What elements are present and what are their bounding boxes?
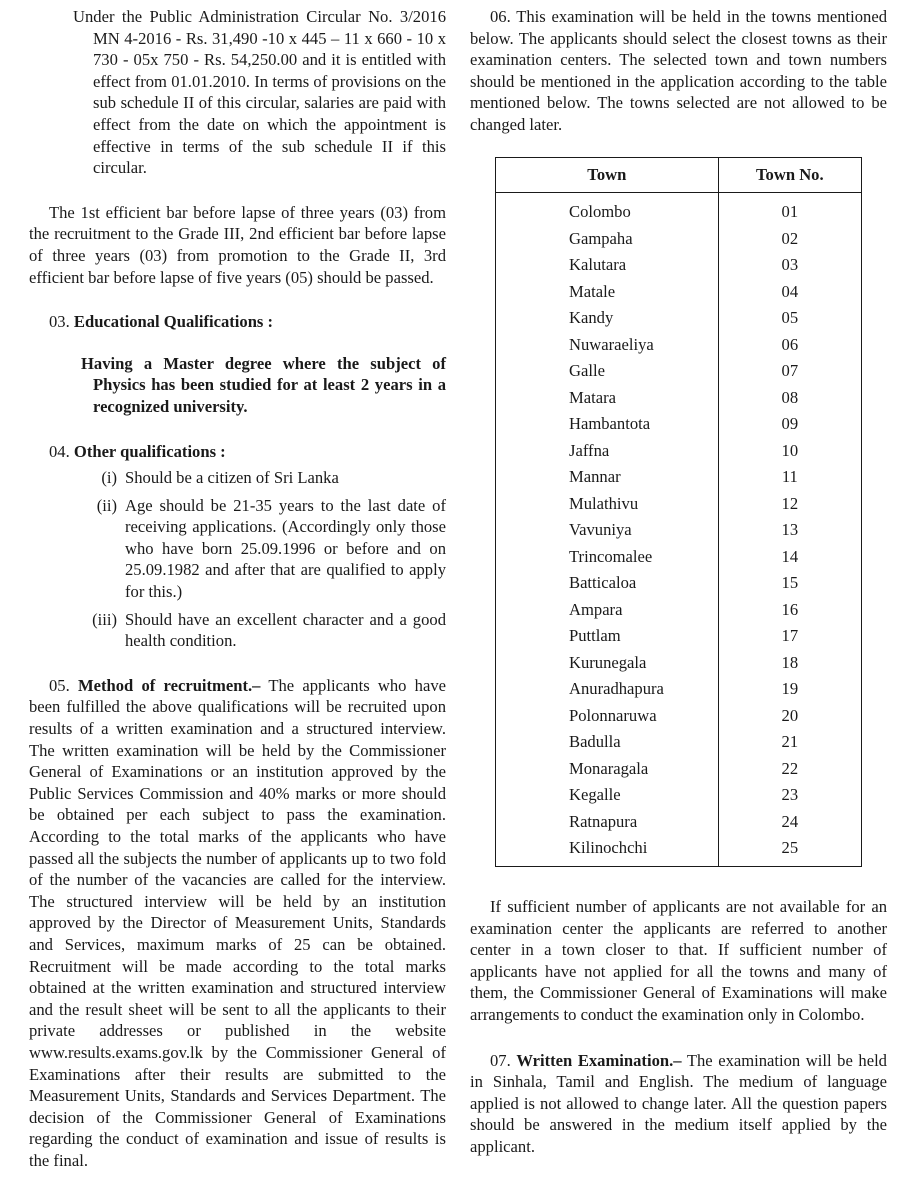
table-row <box>496 676 862 703</box>
town-name-cell: Badulla <box>496 729 719 756</box>
table-row <box>496 491 862 518</box>
table-row <box>496 650 862 677</box>
table-row <box>496 358 862 385</box>
town-name-cell: Puttlam <box>496 623 719 650</box>
table-row <box>496 597 862 624</box>
town-number-cell: 09 <box>718 411 861 438</box>
section-title: Other qualifications : <box>73 441 226 461</box>
town-name-cell: Batticaloa <box>496 570 719 597</box>
town-name-cell: Kandy <box>496 305 719 332</box>
town-number-cell: 12 <box>718 491 861 518</box>
town-name-cell: Monaragala <box>496 756 719 783</box>
town-number-cell: 15 <box>718 570 861 597</box>
insufficient-applicants-paragraph: If sufficient number of applicants are not available for an examination center the applicants are referred to another center in a town closer to that. If sufficient number of applicants have not applied for all the towns and many of them, the Commissioner General of Examinations will make arrangements to conduct the examination only in Colombo. <box>470 897 887 1024</box>
town-number-cell: 14 <box>718 544 861 571</box>
section-text: The examination will be held in Sinhala, Tamil and English. The medium of language applied is not allowed to change later. All the question papers should be answered in the medium itself applied by the applicant. <box>470 1050 887 1156</box>
table-row <box>496 756 862 783</box>
town-name-cell: Galle <box>496 358 719 385</box>
town-number-cell: 02 <box>718 226 861 253</box>
section-number: 07. <box>490 1050 511 1070</box>
town-name-cell: Nuwaraeliya <box>496 332 719 359</box>
town-number-cell: 16 <box>718 597 861 624</box>
town-name-cell: Colombo <box>496 193 719 226</box>
town-name-cell: Jaffna <box>496 438 719 465</box>
towns-table <box>495 157 862 867</box>
list-item-number: (iii) <box>92 609 117 629</box>
section-number: 04. <box>49 441 70 461</box>
other-qualifications-heading <box>29 441 446 463</box>
table-row <box>496 193 862 226</box>
table-row <box>496 544 862 571</box>
town-name-cell: Kilinochchi <box>496 835 719 866</box>
town-number-cell: 07 <box>718 358 861 385</box>
examination-towns-paragraph: 06. This examination will be held in the towns mentioned below. The applicants should select the closest towns as their examination centers. The selected town and town numbers should be mentioned in the application according to the table mentioned below. The towns selected are not allowed to be changed later. <box>470 7 887 134</box>
town-number-cell: 23 <box>718 782 861 809</box>
efficiency-bar-paragraph: The 1st efficient bar before lapse of three years (03) from the recruitment to the Grade III, 2nd efficient bar before lapse of three years (03) from promotion to the Grade II, 3rd efficient bar before lapse of five years (05) should be passed. <box>29 202 446 287</box>
town-name-cell: Trincomalee <box>496 544 719 571</box>
column-header-town: Town <box>496 158 719 193</box>
table-row <box>496 517 862 544</box>
town-number-cell: 22 <box>718 756 861 783</box>
table-row <box>496 835 862 866</box>
town-number-cell: 19 <box>718 676 861 703</box>
list-item-text: Age should be 21-35 years to the last date of receiving applications. (Accordingly only those who have born 25.09.1996 or before and on 25.09.1982 and after that are qualified to apply for this.) <box>125 495 446 602</box>
list-item-text: Should be a citizen of Sri Lanka <box>125 468 339 488</box>
town-name-cell: Kalutara <box>496 252 719 279</box>
town-number-cell: 06 <box>718 332 861 359</box>
town-number-cell: 03 <box>718 252 861 279</box>
town-name-cell: Kegalle <box>496 782 719 809</box>
town-number-cell: 18 <box>718 650 861 677</box>
list-item <box>29 609 446 652</box>
section-number: 05. <box>49 675 70 695</box>
town-number-cell: 01 <box>718 193 861 226</box>
town-number-cell: 25 <box>718 835 861 866</box>
town-number-cell: 04 <box>718 279 861 306</box>
town-name-cell: Matale <box>496 279 719 306</box>
section-title: Method of recruitment.– <box>77 675 261 695</box>
town-name-cell: Mulathivu <box>496 491 719 518</box>
table-row <box>496 226 862 253</box>
town-name-cell: Hambantota <box>496 411 719 438</box>
town-name-cell: Polonnaruwa <box>496 703 719 730</box>
table-row <box>496 279 862 306</box>
list-item-number: (i) <box>101 468 117 488</box>
table-row <box>496 411 862 438</box>
column-header-town-no: Town No. <box>718 158 861 193</box>
salary-paragraph: Under the Public Administration Circular No. 3/2016 MN 4-2016 - Rs. 31,490 -10 x 445 – 11 x 660 - 10 x 730 - 05x 750 - Rs. 54,250.00 and it is entitled with effect from 01.01.2010. In terms of provisions on the sub schedule II of this circular, salaries are paid with effect from the date on which the appointment is effective in terms of the sub schedule II if this circular. <box>73 7 446 178</box>
other-qualifications-list <box>29 467 446 652</box>
right-column-lower <box>470 896 887 1158</box>
town-number-cell: 10 <box>718 438 861 465</box>
table-row <box>496 729 862 756</box>
table-row <box>496 438 862 465</box>
table-row <box>496 570 862 597</box>
town-number-cell: 20 <box>718 703 861 730</box>
list-item <box>29 467 446 489</box>
table-header-row <box>496 158 862 193</box>
method-of-recruitment-paragraph <box>29 675 446 1172</box>
section-title: Educational Qualifications : <box>73 312 274 332</box>
town-name-cell: Mannar <box>496 464 719 491</box>
table-row <box>496 305 862 332</box>
section-number: 03. <box>49 312 70 332</box>
town-number-cell: 24 <box>718 809 861 836</box>
town-name-cell: Ratnapura <box>496 809 719 836</box>
educational-qualifications-text: Having a Master degree where the subject of Physics has been studied for at least 2 years in a recognized university. <box>81 353 446 416</box>
town-number-cell: 08 <box>718 385 861 412</box>
written-examination-paragraph <box>470 1050 887 1158</box>
town-name-cell: Ampara <box>496 597 719 624</box>
table-row <box>496 623 862 650</box>
list-item-number: (ii) <box>96 495 117 515</box>
town-number-cell: 17 <box>718 623 861 650</box>
town-number-cell: 05 <box>718 305 861 332</box>
table-row <box>496 703 862 730</box>
section-title: Written Examination.– <box>516 1050 682 1070</box>
right-column <box>470 6 887 1182</box>
table-row <box>496 809 862 836</box>
list-item-text: Should have an excellent character and a good health condition. <box>125 609 446 651</box>
town-name-cell: Kurunegala <box>496 650 719 677</box>
town-name-cell: Anuradhapura <box>496 676 719 703</box>
table-row <box>496 332 862 359</box>
table-row <box>496 464 862 491</box>
town-name-cell: Vavuniya <box>496 517 719 544</box>
table-row <box>496 385 862 412</box>
section-text: The applicants who have been fulfilled the above qualifications will be recruited upon results of a written examination and a structured interview. The written examination will be held by the Commissioner General of Examinations or an institution approved by the Public Services Commission and 40% marks or more should be obtained per each subject to pass the examination. According to the total marks of the applicants who have passed all the subjects the number of applicants up to two fold of the number of the vacancies are called for the interview. The structured interview will be held by an institution approved by the Director of Measurement Units, Standards and Services, maximum marks of 25 can be obtained. Recruitment will be made according to the total marks obtained at the written examination and structured interview and the result sheet will be sent to all the applicants to their private addresses or published in the website www.results.exams.gov.lk by the Commissioner General of Examinations after their results are submitted to the Measurement Units, Standards and Services Department. The decision of the Commissioner General of Examinations regarding the conduct of examination and issue of results is the final. <box>29 675 446 1170</box>
town-number-cell: 11 <box>718 464 861 491</box>
town-name-cell: Matara <box>496 385 719 412</box>
list-item <box>29 495 446 603</box>
town-name-cell: Gampaha <box>496 226 719 253</box>
town-number-cell: 21 <box>718 729 861 756</box>
table-row <box>496 782 862 809</box>
table-row <box>496 252 862 279</box>
left-column <box>29 6 446 1172</box>
educational-qualifications-heading <box>29 311 446 333</box>
town-number-cell: 13 <box>718 517 861 544</box>
